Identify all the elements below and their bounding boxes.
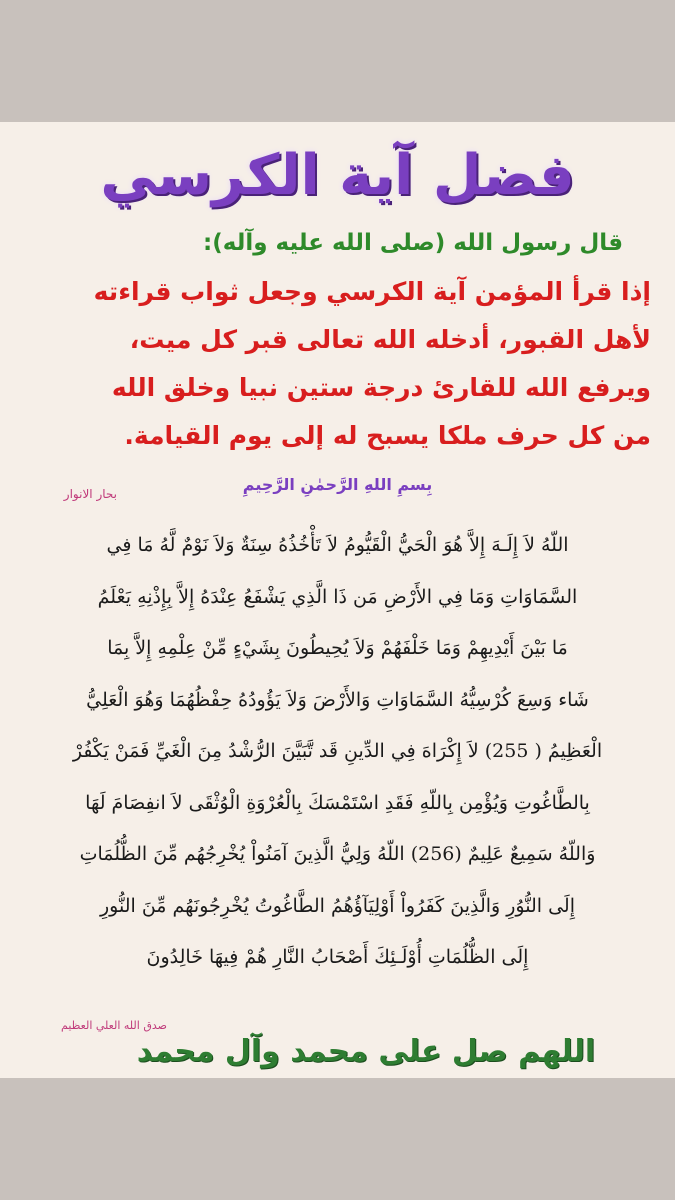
ayah-line: اللّهُ لاَ إِلَـهَ إِلاَّ هُوَ الْحَيُّ الْقَيُّومُ لاَ تَأْخُذُهُ سِنَةٌ وَلاَ نَوْمٌ لَّهُ مَا فِي xyxy=(106,534,569,556)
ayah-line: مَا بَيْنَ أَيْدِيهِمْ وَمَا خَلْفَهُمْ وَلاَ يُحِيطُونَ بِشَيْءٍ مِّنْ عِلْمِهِ إِلاَّ بِمَا xyxy=(107,637,568,659)
ayah-line: الْعَظِيمُ ( 255) لاَ إِكْرَاهَ فِي الدِّينِ قَد تَّبَيَّنَ الرُّشْدُ مِنَ الْغَيِّ فَمَنْ يَكْفُرْ xyxy=(72,740,603,762)
salawat-footer: اللهم صل على محمد وآل محمد xyxy=(136,1034,596,1069)
ayah-line: بِالطَّاغُوتِ وَيُؤْمِن بِاللّهِ فَقَدِ اسْتَمْسَكَ بِالْعُرْوَةِ الْوُثْقَى لاَ انفِصَامَ لَهَا xyxy=(85,791,590,814)
poster xyxy=(0,122,675,1078)
source-reference: بحار الانوار xyxy=(63,487,117,501)
hadith-line: إذا قرأ المؤمن آية الكرسي وجعل ثواب قراءته xyxy=(93,277,651,306)
ayah-line: السَّمَاوَاتِ وَمَا فِي الأَرْضِ مَن ذَا الَّذِي يَشْفَعُ عِنْدَهُ إِلاَّ بِإِذْنِهِ يَعْلَمُ xyxy=(97,585,578,608)
hadith-intro: قال رسول الله (صلى الله عليه وآله): xyxy=(203,230,623,256)
ayah-line: إِلَى النُّوُرِ وَالَّذِينَ كَفَرُواْ أَوْلِيَآؤُهُمُ الطَّاغُوتُ يُخْرِجُونَهُم مِّنَ النُّورِ xyxy=(100,894,575,917)
ayah-line: إِلَى الظُّلُمَاتِ أُوْلَـئِكَ أَصْحَابُ النَّارِ هُمْ فِيهَا خَالِدُونَ xyxy=(146,946,529,968)
hadith-line: لأهل القبور، أدخله الله تعالى قبر كل ميت، xyxy=(129,325,651,354)
basmala: بِسمِ اللهِ الرَّحمٰنِ الرَّحِيمِ xyxy=(242,475,433,494)
hadith-line: من كل حرف ملكا يسبح له إلى يوم القيامة. xyxy=(124,421,651,450)
ayah-line: وَاللّهُ سَمِيعٌ عَلِيمٌ (256) اللّهُ وَلِيُّ الَّذِينَ آمَنُواْ يُخْرِجُهُم مِّنَ الظُّلُمَاتِ xyxy=(79,843,596,865)
ayah-line: شَاء وَسِعَ كُرْسِيُّهُ السَّمَاوَاتِ وَالأَرْضَ وَلاَ يَؤُودُهُ حِفْظُهُمَا وَهُوَ الْعَلِيُّ xyxy=(86,688,589,711)
ayat-al-kursi-text xyxy=(16,520,659,984)
hadith-text xyxy=(24,268,651,460)
poster-title: فضل آية الكرسي xyxy=(100,143,575,208)
hadith-line: ويرفع الله للقارئ درجة ستين نبيا وخلق الله xyxy=(111,373,651,402)
closing-note: صدق الله العلي العظيم xyxy=(61,1019,167,1032)
